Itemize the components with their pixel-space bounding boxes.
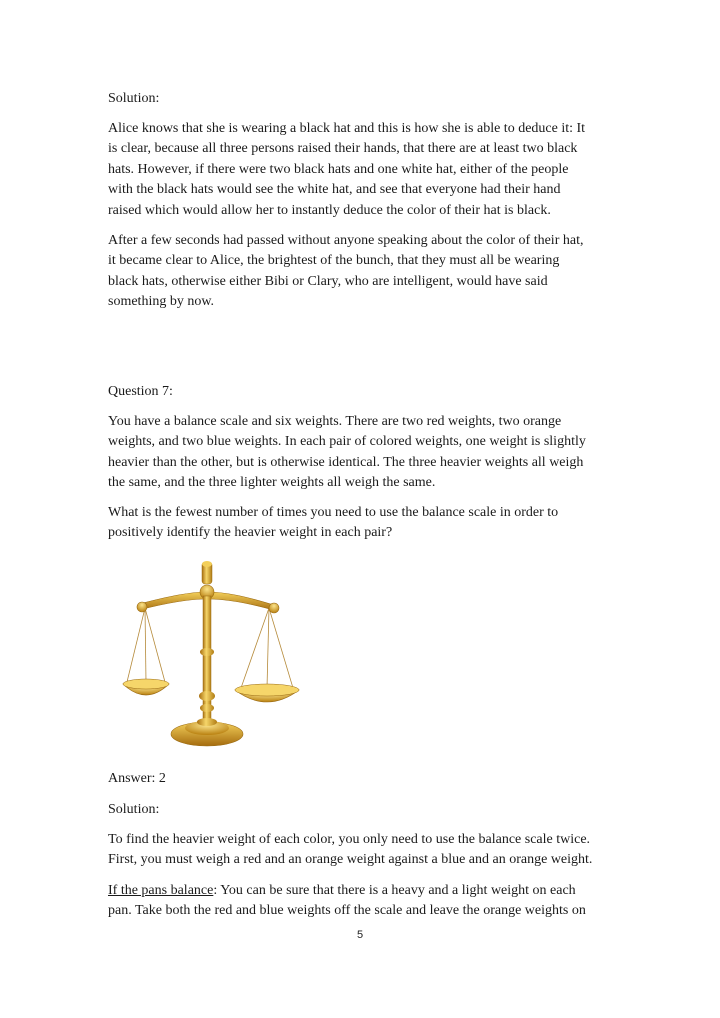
solution-label-2: Solution: <box>108 802 160 817</box>
text-line: After a few seconds had passed without anyone speaking about the color of their hat, <box>108 233 584 248</box>
text-line: First, you must weigh a red and an orange weight against a blue and an orange weight. <box>108 852 593 868</box>
balance-scale-image <box>115 556 300 756</box>
solution-paragraph-2 <box>108 231 613 313</box>
text-line: weights, and two blue weights. In each pair of colored weights, one weight is slightly <box>108 434 586 450</box>
text-line: raised which would allow her to instantly deduce the color of their hat is black. <box>108 202 551 218</box>
text-line: black hats, otherwise either Bibi or Clary, who are intelligent, would have said <box>108 273 548 289</box>
question-7-heading: Question 7: <box>108 384 173 399</box>
text-line: Alice knows that she is wearing a black hat and this is how she is able to deduce it: It <box>108 121 586 136</box>
text-line: You have a balance scale and six weights. There are two red weights, two orange <box>108 414 562 429</box>
underlined-phrase: If the pans balance <box>108 883 214 898</box>
line-rest: : You can be sure that there is a heavy and a light weight on each <box>213 883 576 898</box>
text-line: pan. Take both the red and blue weights off the scale and leave the orange weights on <box>108 903 586 919</box>
solution-paragraph-1 <box>108 119 613 221</box>
solution-7-paragraph-1 <box>108 830 613 871</box>
question-7-paragraph-1 <box>108 412 613 494</box>
text-line: is clear, because all three persons raised their hands, that there are at least two black <box>108 141 578 157</box>
answer-text: Answer: 2 <box>108 771 166 786</box>
solution-label: Solution: <box>108 91 160 106</box>
text-line <box>108 881 613 901</box>
solution-7-paragraph-2 <box>108 881 613 922</box>
page-number: 5 <box>356 929 364 941</box>
text-line: something by now. <box>108 294 215 310</box>
text-line: it became clear to Alice, the brightest of the bunch, that they must all be wearing <box>108 253 560 269</box>
text-line: What is the fewest number of times you need to use the balance scale in order to <box>108 505 559 520</box>
text-line: the same, and the three lighter weights all weigh the same. <box>108 475 436 491</box>
text-line: positively identify the heavier weight in each pair? <box>108 525 393 541</box>
question-7-paragraph-2 <box>108 503 613 544</box>
text-line: heavier than the other, but is otherwise identical. The three heavier weights all weigh <box>108 454 584 470</box>
text-line: hats. However, if there were two black hats and one white hat, either of the people <box>108 161 569 177</box>
text-line: To find the heavier weight of each color, you only need to use the balance scale twice. <box>108 832 591 847</box>
text-line: with the black hats would see the white hat, and see that everyone had their hand <box>108 182 561 198</box>
